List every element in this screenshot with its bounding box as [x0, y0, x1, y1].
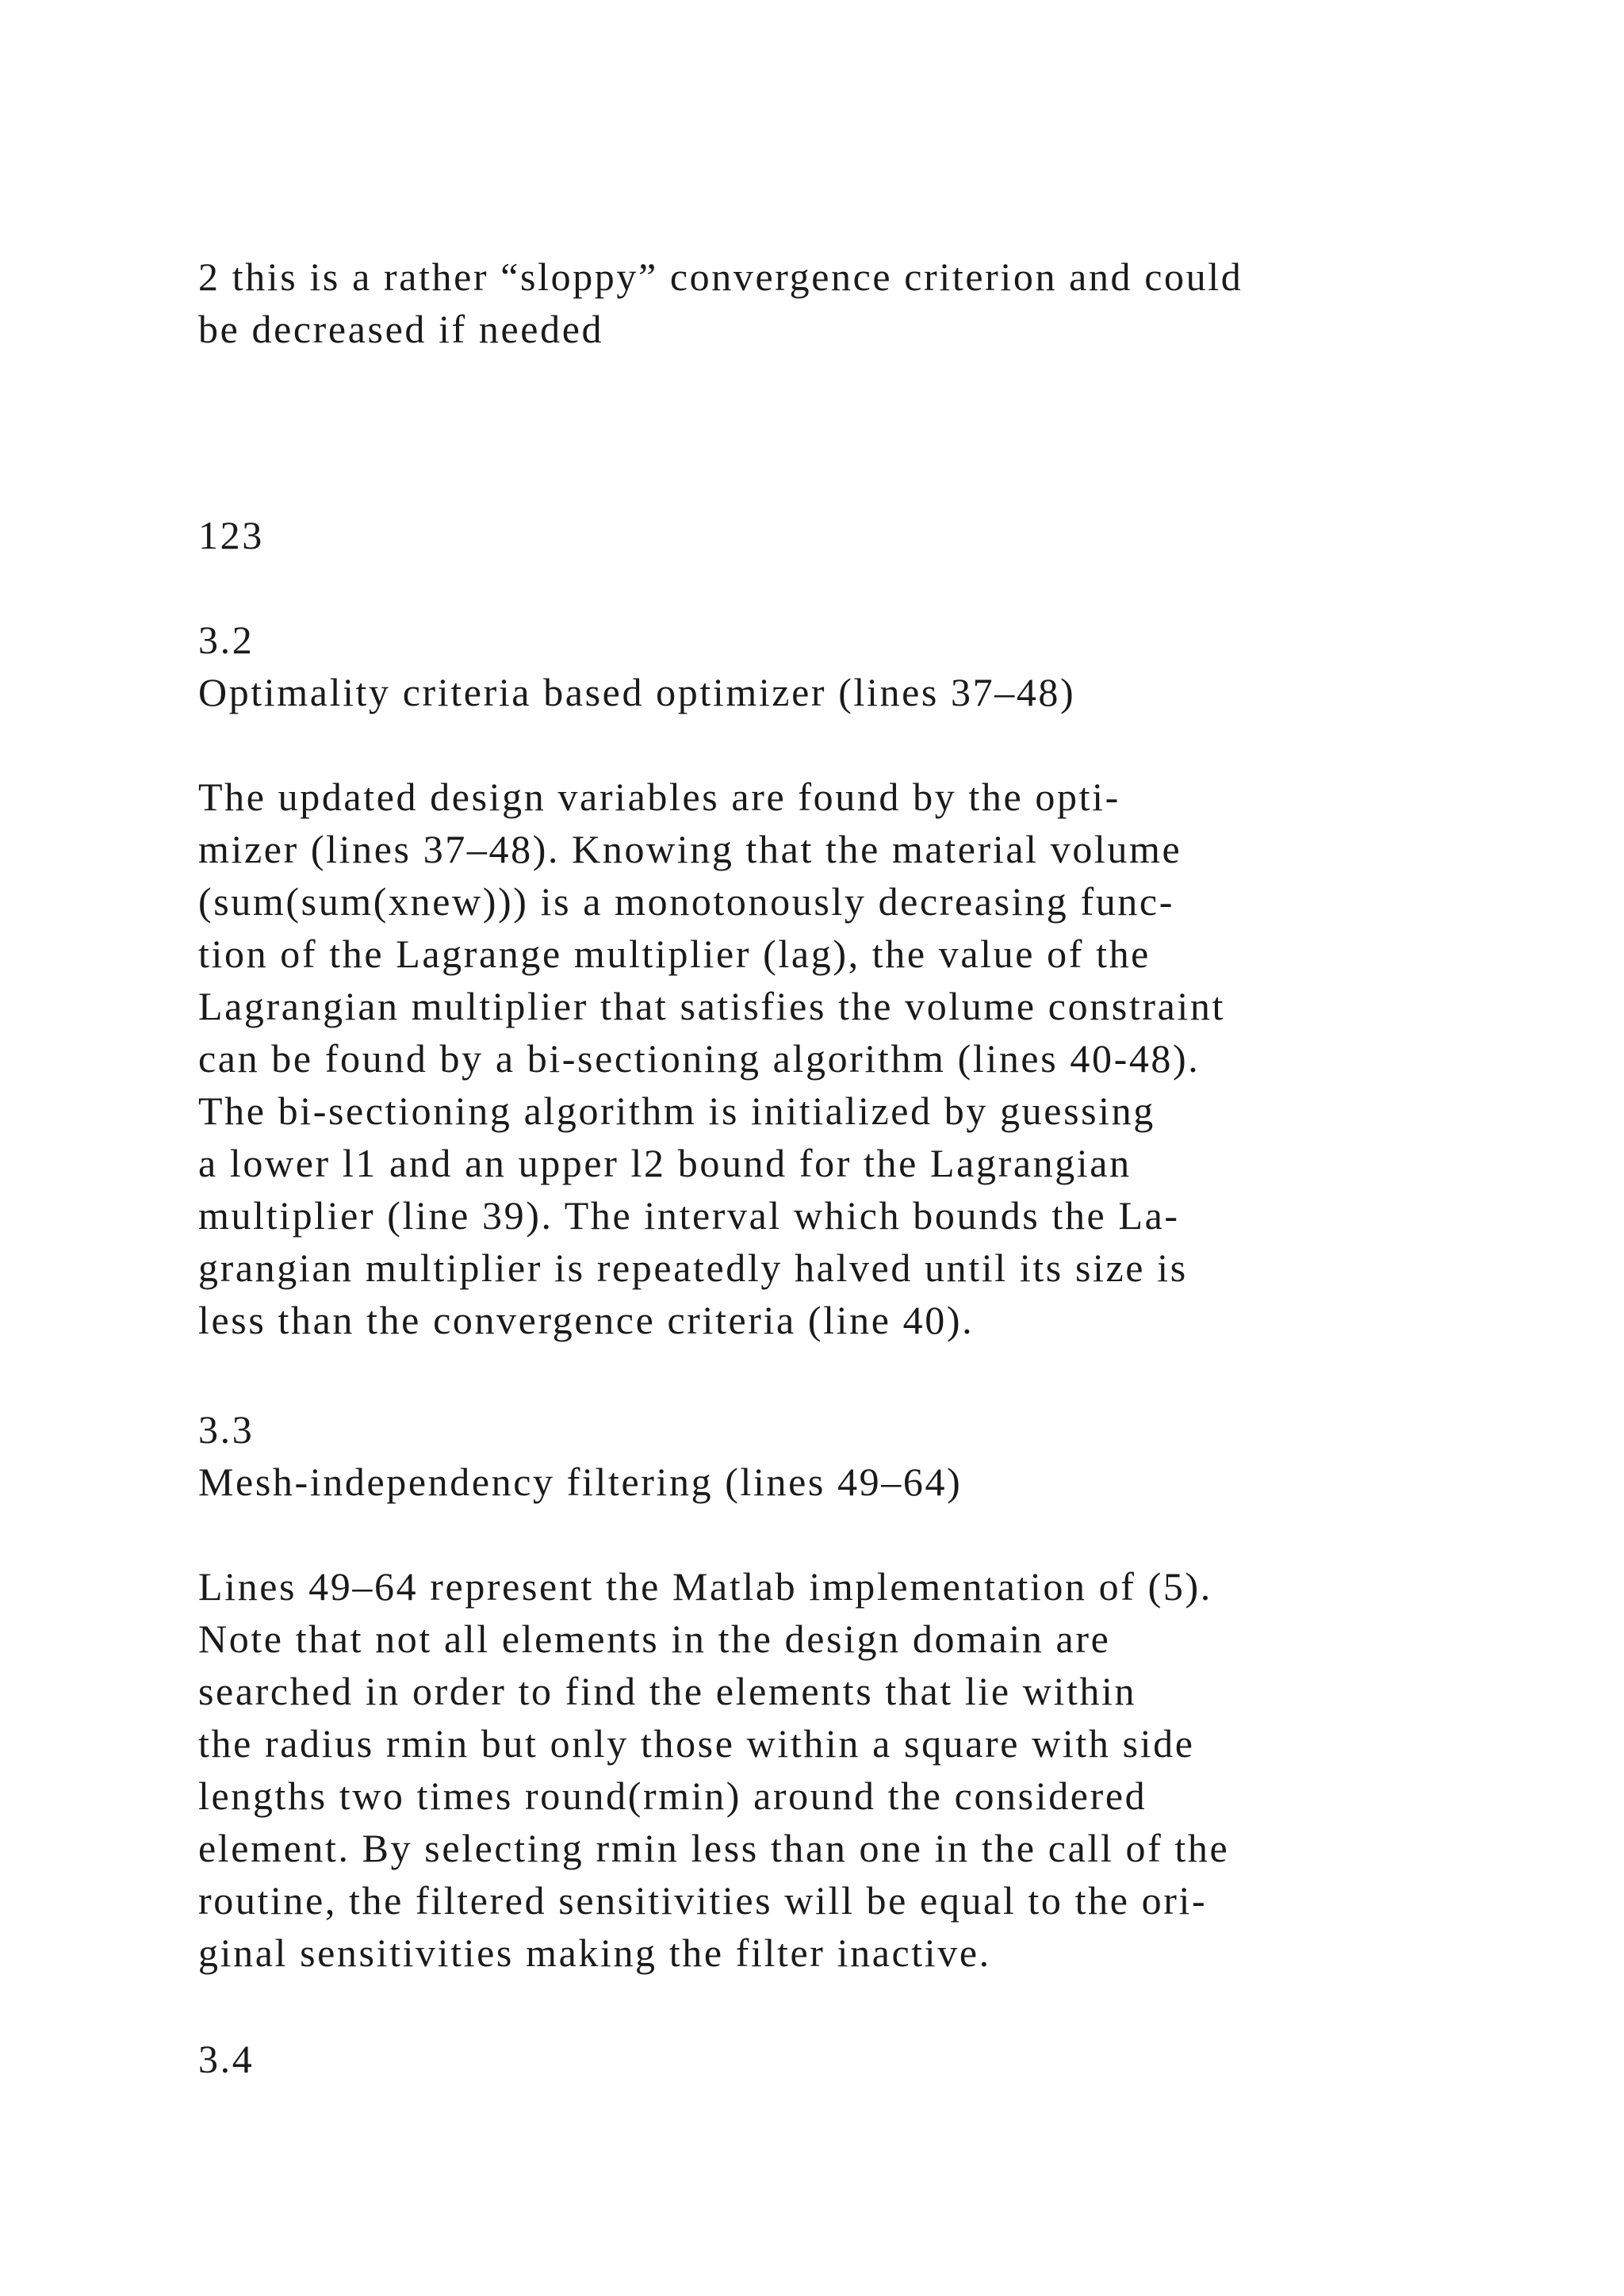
footnote-line: be decreased if needed — [198, 307, 604, 351]
section-number: 3.4 — [198, 2037, 255, 2081]
paragraph-line: grangian multiplier is repeatedly halved until its size is — [198, 1246, 1188, 1290]
section-number: 3.3 — [198, 1407, 255, 1452]
paragraph-line: multiplier (line 39). The interval which bounds the La- — [198, 1193, 1180, 1238]
section-3-4-title — [198, 2033, 254, 2085]
paragraph-line: The bi-sectioning algorithm is initialized by guessing — [198, 1089, 1155, 1133]
paragraph-line: mizer (lines 37–48). Knowing that the material volume — [198, 827, 1182, 871]
section-number: 3.2 — [198, 618, 255, 662]
page-number: 123 — [198, 513, 264, 557]
paragraph-line: Note that not all elements in the design domain are — [198, 1617, 1111, 1661]
paragraph-line: routine, the filtered sensitivities will be equal to the ori- — [198, 1878, 1208, 1923]
paragraph-line: Lines 49–64 represent the Matlab implementation of (5). — [198, 1564, 1212, 1609]
footnote-line: 2 this is a rather “sloppy” convergence criterion and could — [198, 254, 1243, 299]
paragraph-line: a lower l1 and an upper l2 bound for the Lagrangian — [198, 1141, 1132, 1185]
section-3-3-title — [198, 1403, 962, 1508]
paragraph-line: can be found by a bi-sectioning algorithm (lines 40-48). — [198, 1036, 1201, 1081]
section-heading: Optimality criteria based optimizer (lines 37–48) — [198, 670, 1076, 714]
footnote — [198, 251, 1243, 355]
paragraph-line: ginal sensitivities making the filter inactive. — [198, 1931, 991, 1975]
section-3-3-paragraph — [198, 1560, 1229, 1979]
paragraph-line: Lagrangian multiplier that satisfies the volume constraint — [198, 984, 1225, 1028]
paragraph-line: element. By selecting rmin less than one in the call of the — [198, 1826, 1230, 1870]
paragraph-line: the radius rmin but only those within a square with side — [198, 1721, 1195, 1766]
paragraph-line: searched in order to find the elements that lie within — [198, 1669, 1137, 1713]
paragraph-line: less than the convergence criteria (line 40). — [198, 1298, 975, 1342]
section-heading: Mesh-independency filtering (lines 49–64) — [198, 1460, 963, 1504]
paragraph-line: (sum(sum(xnew))) is a monotonously decreasing func- — [198, 879, 1174, 924]
paragraph-line: The updated design variables are found by the opti- — [198, 775, 1120, 819]
section-3-2-title — [198, 614, 1075, 718]
paragraph-line: tion of the Lagrange multiplier (lag), the value of the — [198, 932, 1151, 976]
paragraph-line: lengths two times round(rmin) around the considered — [198, 1774, 1147, 1818]
section-3-2-paragraph — [198, 771, 1225, 1346]
